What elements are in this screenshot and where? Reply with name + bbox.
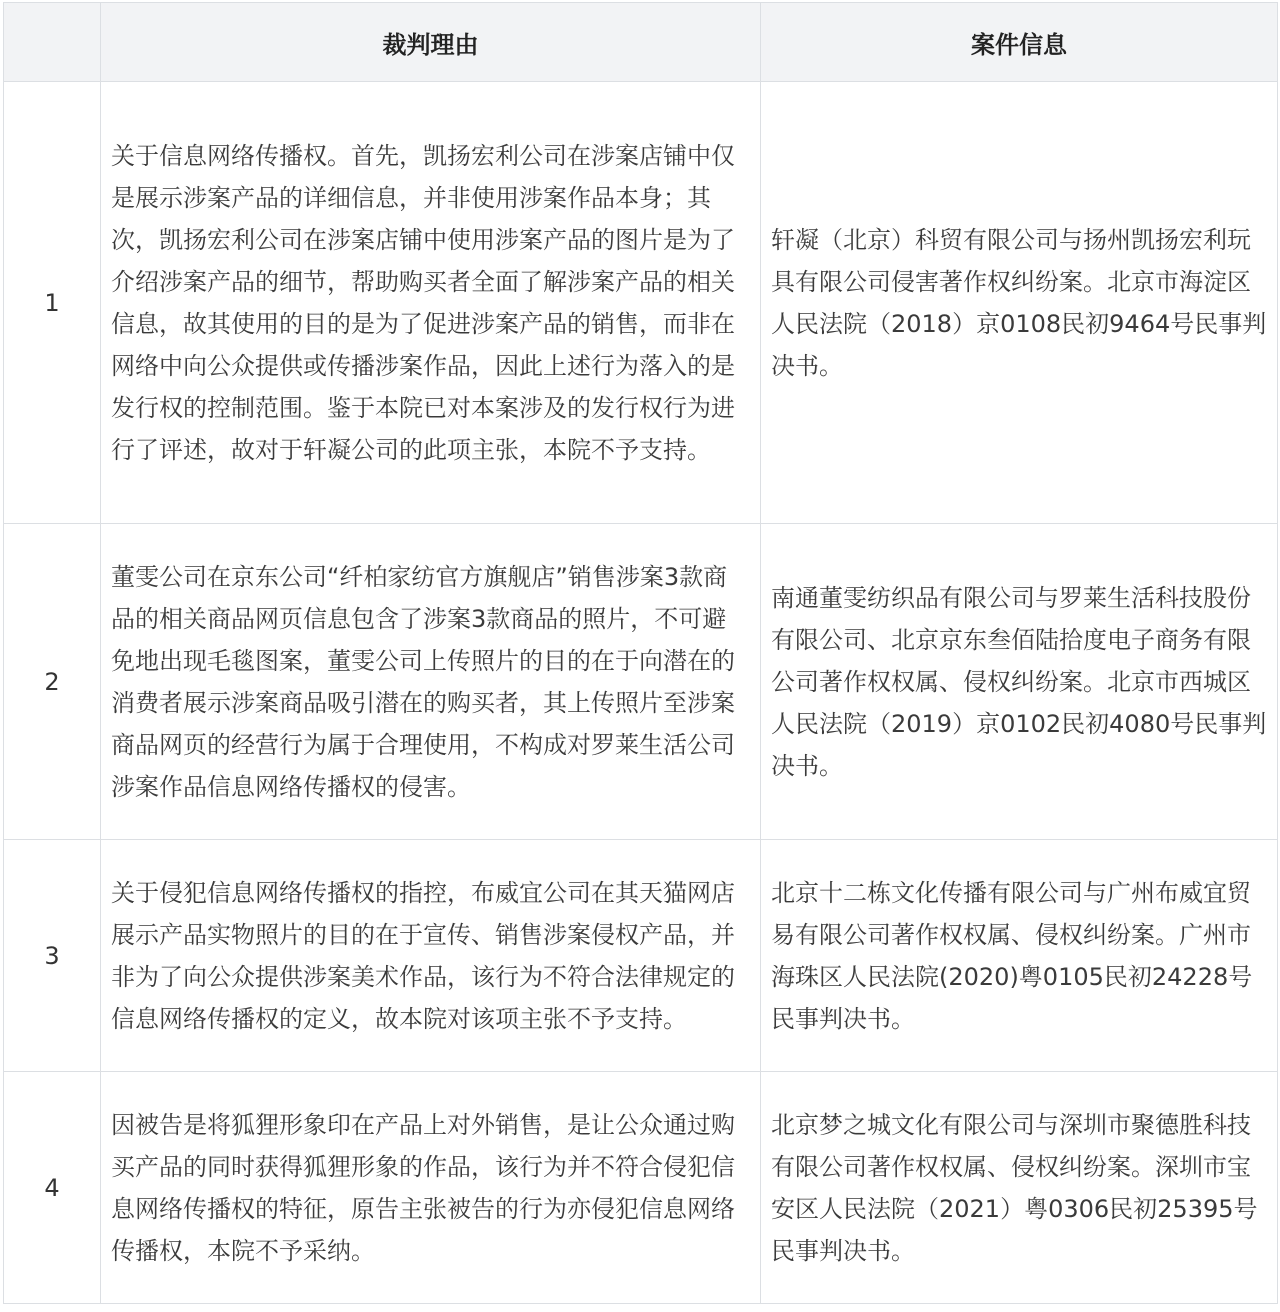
header-index: [4, 3, 101, 82]
judgment-reason: 关于侵犯信息网络传播权的指控，布威宜公司在其天猫网店展示产品实物照片的目的在于宣传、销售涉案侵权产品，并非为了向公众提供涉案美术作品，该行为不符合法律规定的信息网络传播权的定义，故本院对该项主张不予支持。: [101, 840, 761, 1072]
judgment-reason: 董雯公司在京东公司“纤柏家纺官方旗舰店”销售涉案3款商品的相关商品网页信息包含了涉案3款商品的照片，不可避免地出现毛毯图案，董雯公司上传照片的目的在于向潜在的消费者展示涉案商品吸引潜在的购买者，其上传照片至涉案商品网页的经营行为属于合理使用，不构成对罗莱生活公司涉案作品信息网络传播权的侵害。: [101, 524, 761, 840]
table-row: [4, 82, 1278, 524]
header-case-info: 案件信息: [761, 3, 1278, 82]
row-index: 4: [4, 1072, 101, 1304]
table-row: [4, 1072, 1278, 1304]
table-header: [4, 3, 1278, 82]
judgment-reason: 因被告是将狐狸形象印在产品上对外销售，是让公众通过购买产品的同时获得狐狸形象的作品，该行为并不符合侵犯信息网络传播权的特征，原告主张被告的行为亦侵犯信息网络传播权，本院不予采纳。: [101, 1072, 761, 1304]
judgment-reason: 关于信息网络传播权。首先，凯扬宏利公司在涉案店铺中仅是展示涉案产品的详细信息，并非使用涉案作品本身；其次，凯扬宏利公司在涉案店铺中使用涉案产品的图片是为了介绍涉案产品的细节，帮助购买者全面了解涉案产品的相关信息，故其使用的目的是为了促进涉案产品的销售，而非在网络中向公众提供或传播涉案作品，因此上述行为落入的是发行权的控制范围。鉴于本院已对本案涉及的发行权行为进行了评述，故对于轩凝公司的此项主张，本院不予支持。: [101, 82, 761, 524]
case-info: 轩凝（北京）科贸有限公司与扬州凯扬宏利玩具有限公司侵害著作权纠纷案。北京市海淀区人民法院（2018）京0108民初9464号民事判决书。: [761, 82, 1278, 524]
table-row: [4, 840, 1278, 1072]
row-index: 3: [4, 840, 101, 1072]
row-index: 1: [4, 82, 101, 524]
case-info: 北京梦之城文化有限公司与深圳市聚德胜科技有限公司著作权权属、侵权纠纷案。深圳市宝安区人民法院（2021）粤0306民初25395号民事判决书。: [761, 1072, 1278, 1304]
table-body: [4, 82, 1278, 1304]
row-index: 2: [4, 524, 101, 840]
header-reason: 裁判理由: [101, 3, 761, 82]
case-info: 北京十二栋文化传播有限公司与广州布威宜贸易有限公司著作权权属、侵权纠纷案。广州市海珠区人民法院(2020)粤0105民初24228号民事判决书。: [761, 840, 1278, 1072]
table-row: [4, 524, 1278, 840]
case-info: 南通董雯纺织品有限公司与罗莱生活科技股份有限公司、北京京东叁佰陆拾度电子商务有限公司著作权权属、侵权纠纷案。北京市西城区人民法院（2019）京0102民初4080号民事判决书。: [761, 524, 1278, 840]
header-row: [4, 3, 1278, 82]
case-table: [3, 2, 1278, 1304]
